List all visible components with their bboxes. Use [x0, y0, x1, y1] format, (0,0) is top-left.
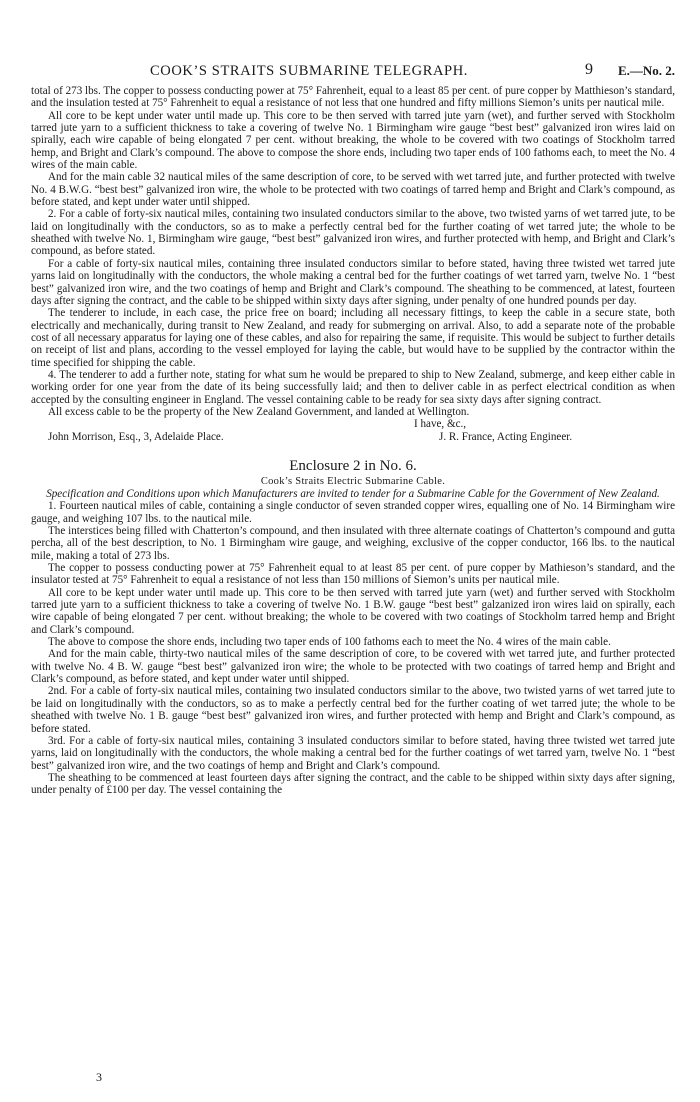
- paragraph: 4. The tenderer to add a further note, stating for what sum he would be prepared to ship to New Zealand, submerge, and keep either cable in working order for one year from the date of its being successfully laid; and then to deliver cable in as perfect electrical condition as when accepted by the consulting engineer in England. The vessel containing cable to be ready for sea sixty days after signing contract.: [31, 368, 675, 406]
- signature-line: [31, 431, 675, 443]
- paragraph: The tenderer to include, in each case, the price free on board; including all necessary fittings, to keep the cable in a secure state, both electrically and mechanically, during transit to New Zealand, and ready for submerging on arrival. Also, to add a separate note of the probable cost of all necessary apparatus for laying one of these cables, and also for repairing the same, if requisite. This would be subject to further details on receipt of list and plans, according to the vessel employed for laying the cable, but would have to be supplied by the contractor within the time specified for shipping the cable.: [31, 307, 675, 369]
- paragraph: And for the main cable, thirty-two nautical miles of the same description of core, to be covered with wet tarred jute, and further protected with twelve No. 4 B. W. gauge “best best” galvanized iron wire; the whole to be protected with two coatings of tarred hemp and Bright and Clark’s compound, as before stated, and kept under water until shipped.: [31, 648, 675, 686]
- specification-title: Specification and Conditions upon which Manufacturers are invited to tender for a Submarine Cable for the Government of New Zealand.: [46, 487, 660, 500]
- enclosure-heading: Enclosure 2 in No. 6.: [289, 457, 417, 474]
- page-number: 9: [585, 61, 593, 78]
- addressee: John Morrison, Esq., 3, Adelaide Place.: [48, 430, 224, 443]
- paragraph: 3rd. For a cable of forty-six nautical miles, containing 3 insulated conductors similar to before stated, having three twisted wet tarred jute yarns, laid on longitudinally with the conductors, the whole making a central bed for the further coatings of wet tarred yarn, twelve No. 1 “best best” galvanized iron wire, and the two coatings of hemp and Bright and Clark’s compound.: [31, 734, 675, 772]
- paragraph: The above to compose the shore ends, including two taper ends of 100 fathoms each to meet the No. 4 wires of the main cable.: [48, 636, 611, 649]
- paragraph: 1. Fourteen nautical miles of cable, containing a single conductor of seven stranded copper wires, equalling one of No. 14 Birmingham wire gauge, and weighing 107 lbs. to the nautical mile.: [31, 500, 675, 525]
- page-body: [31, 85, 675, 797]
- signature-mark: 3: [96, 1070, 102, 1084]
- running-header: [0, 63, 700, 83]
- paragraph: For a cable of forty-six nautical miles, containing three insulated conductors similar to before stated, having three twisted wet tarred jute yarns laid on longitudinally with the conductors, the whole making a central bed for the further coatings of wet tarred yarn, twelve No. 1 “best best” galvanized iron wire, and the two coatings of hemp and Bright and Clark’s compound. The sheathing to be commenced, at latest, fourteen days after signing the contract, and the cable to be shipped within sixty days after signing, under penalty of one hundred pounds per day.: [31, 257, 675, 307]
- document-reference: E.—No. 2.: [618, 63, 676, 78]
- closing-line: [31, 418, 675, 430]
- paragraph: All core to be kept under water until made up. This core to be then served with tarred jute yarn (wet), and further served with Stockholm tarred jute yarn to a sufficient thickness to take a covering of twelve No. 1 Birmingham wire gauge “best best” galvanized iron wires laid on spirally, each wire capable of being elongated 7 per cent. without breaking, the whole to be covered with two coatings of Stockholm tarred hemp, and Bright and Clark’s compound. The above to compose the shore ends, including two taper ends of 100 fathoms each, to meet the No. 4 wires of the main cable.: [31, 109, 675, 172]
- paragraph: All excess cable to be the property of the New Zealand Government, and landed at Wellington.: [48, 405, 470, 418]
- enclosure-subheading: Cook’s Straits Electric Submarine Cable.: [260, 475, 446, 487]
- paragraph: The sheathing to be commenced at least fourteen days after signing the contract, and the cable to be shipped within sixty days after signing, under penalty of £100 per day. The vessel containing the: [31, 771, 675, 797]
- paragraph: And for the main cable 32 nautical miles of the same description of core, to be served with wet tarred jute, and further protected with twelve No. 4 B.W.G. “best best” galvanized iron wire, the whole to be protected with two coatings of tarred hemp and Bright and Clark’s compound, as before stated, and kept under water until shipped.: [31, 171, 675, 209]
- paragraph: All core to be kept under water until made up. This core to be then served with tarred jute yarn (wet) and further served with Stockholm tarred jute yarn to a sufficient thickness to take a covering of twelve No. 1 B.W. gauge “best best” galzanized iron wires laid on spirally, each wire capable of being elongated 7 per cent. without breaking; the whole to be covered with two coatings of Stockholm tarred hemp and Bright and Clark’s compound.: [31, 586, 675, 636]
- closing-text: I have, &c.,: [414, 418, 467, 431]
- paragraph: total of 273 lbs. The copper to possess conducting power at 75° Fahrenheit, equal to a least 85 per cent. of pure copper by Matthieson’s standard, and the insulation tested at 75° Fahrenheit to equal a resistance of not less that one hundred and fifty millions Siemon’s units per nautical mile.: [31, 85, 675, 110]
- paragraph: The interstices being filled with Chatterton’s compound, and then insulated with three alternate coatings of Chatterton’s compound and gutta percha, all of the best description, to No. 1 Birmingham wire gauge, and weighing, exclusive of the copper conductor, 166 lbs. to the nautical mile, making a total of 273 lbs.: [31, 525, 675, 562]
- paragraph: The copper to possess conducting power at 75° Fahrenheit equal to at least 85 per cent. of pure copper by Mathieson’s standard, and the insulator tested at 75° Fahrenheit to equal a resistance of not less than 150 millions of Siemon’s units per nautical mile.: [31, 562, 675, 587]
- signatory: J. R. France, Acting Engineer.: [439, 430, 573, 443]
- header-title: COOK’S STRAITS SUBMARINE TELEGRAPH.: [150, 63, 469, 79]
- paragraph: 2nd. For a cable of forty-six nautical miles, containing two insulated conductors similar to the above, two twisted yarns of wet tarred jute to be laid on longitudinally with the conductors, so as to make a perfectly central bed for the further coating of wet tarred jute; the whole to be sheathed with twelve No. 1 B. gauge “best best” galvanized iron wires, and further protected with hemp and Bright and Clark’s compound, as before stated.: [31, 685, 675, 735]
- paragraph: 2. For a cable of forty-six nautical miles, containing two insulated conductors similar to the above, two twisted yarns of wet tarred jute, to be laid on longitudinally with the conductors, so as to make a perfectly central bed for the further coating of wet tarred jute; the whole to be sheathed with twelve No. 1, Birmingham wire gauge, “best best” galvanized iron wires, and further protected with hemp, and Bright and Clark’s compound, as before stated.: [31, 208, 675, 258]
